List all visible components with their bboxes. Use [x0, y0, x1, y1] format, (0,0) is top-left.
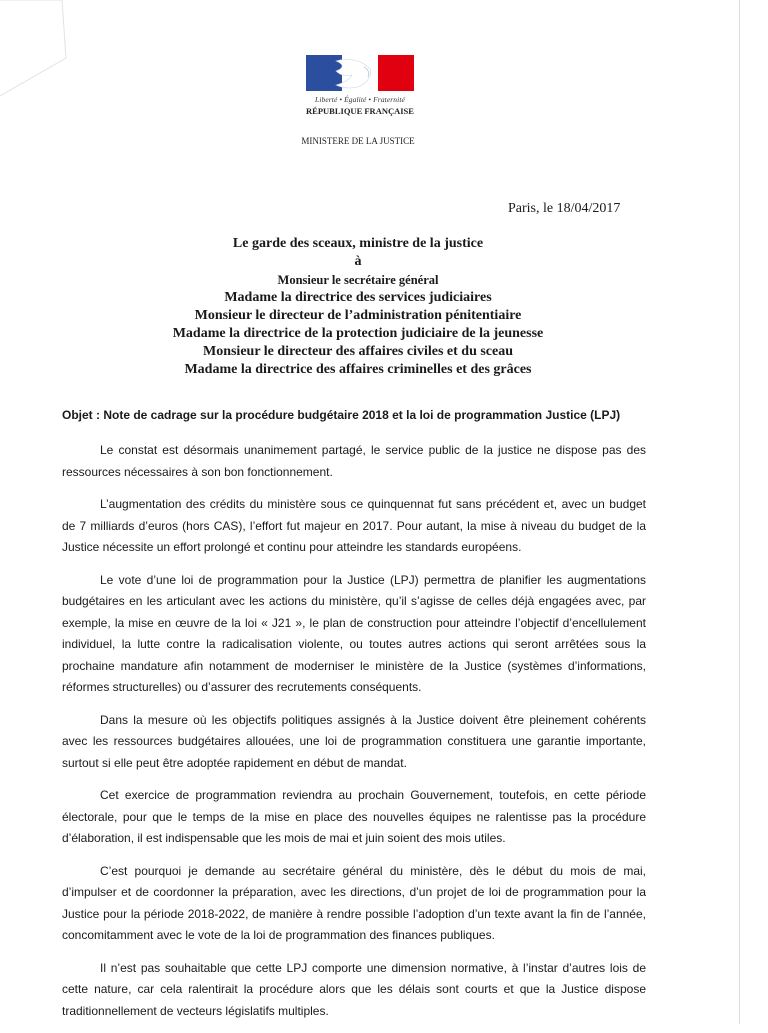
recipient-line: Madame la directrice de la protection judiciaire de la jeunesse	[172, 326, 544, 341]
recipient-line: Madame la directrice des affaires criminelles et des grâces	[184, 362, 532, 377]
marianne-flag-icon	[306, 55, 414, 91]
body-paragraph: Le constat est désormais unanimement partagé, le service public de la justice ne dispose pas des ressources nécessaires à son bon fonctionnement.	[62, 443, 646, 479]
letter-body	[62, 440, 646, 1033]
body-paragraph: Dans la mesure où les objectifs politiques assignés à la Justice doivent être pleinement cohérents avec les ressources budgétaires allouées, une loi de programmation constituera une garantie importante, surtout si elle peut être adoptée rapidement en début de mandat.	[62, 712, 646, 770]
body-paragraph: Le vote d’une loi de programmation pour la Justice (LPJ) permettra de planifier les augmentations budgétaires en les articulant avec les actions du ministère, qu’il s’agisse de celles déjà engagées avec, par exemple, la mise en œuvre de la loi « J21 », le plan de construction pour atteindre l’objectif d’encellulement individuel, la lutte contre la radicalisation violente, ou toutes autres actions qui seront arrêtées sous la prochaine mandature afin notamment de moderniser le ministère de la Justice (systèmes d’informations, réformes structurelles) ou d’assurer des recrutements conséquents.	[62, 572, 646, 694]
folded-corner-mark	[0, 0, 70, 120]
sender-line: Le garde des sceaux, ministre de la justice	[232, 236, 484, 251]
body-paragraph: Cet exercice de programmation reviendra au prochain Gouvernement, toutefois, en cette période électorale, pour que le temps de la mise en place des nouvelles équipes ne ralentisse pas la procédure d’élaboration, il est indispensable que les mois de mai et juin soient des mois utiles.	[62, 788, 646, 845]
letter-date: Paris, le 18/04/2017	[508, 201, 621, 216]
recipient-line: Madame la directrice des services judiciaires	[224, 290, 492, 305]
recipient-line: Monsieur le directeur des affaires civiles et du sceau	[202, 344, 514, 359]
subject-line: Objet : Note de cadrage sur la procédure budgétaire 2018 et la loi de programmation Justice (LPJ)	[62, 408, 621, 422]
recipient-line: Monsieur le secrétaire général	[277, 273, 439, 287]
logo-republique-francaise: RÉPUBLIQUE FRANÇAISE	[306, 106, 414, 116]
body-paragraph: C’est pourquoi je demande au secrétaire général du ministère, dès le début du mois de mai, d’impulser et de coordonner la préparation, avec les directions, d’un projet de loi de programmation pour la Justice pour la période 2018-2022, de manière à rendre possible l’adoption d’un texte avant la fin de l’année, concomitamment avec le vote de la loi de programmation des finances publiques.	[62, 863, 646, 942]
body-paragraph: L’augmentation des crédits du ministère sous ce quinquennat fut sans précédent et, avec un budget de 7 milliards d’euros (hors CAS), l’effort fut majeur en 2017. Pour autant, la mise à niveau du budget de la Justice nécessite un effort prolongé et continu pour atteindre les standards européens.	[62, 497, 646, 554]
page-edge	[739, 0, 740, 1024]
to-word: à	[354, 254, 362, 269]
body-paragraph: Il n’est pas souhaitable que cette LPJ comporte une dimension normative, à l’instar d’autres lois de cette nature, car cela ralentirait la procédure alors que les délais sont courts et que la Justice dispose traditionnellement de vecteurs législatifs multiples.	[62, 960, 646, 1018]
ministry-name: MINISTERE DE LA JUSTICE	[301, 136, 415, 146]
logo-motto: Liberté • Égalité • Fraternité	[315, 95, 405, 104]
republique-francaise-logo	[300, 55, 420, 116]
addressee-block	[60, 235, 656, 379]
recipient-line: Monsieur le directeur de l’administration pénitentiaire	[194, 308, 522, 323]
